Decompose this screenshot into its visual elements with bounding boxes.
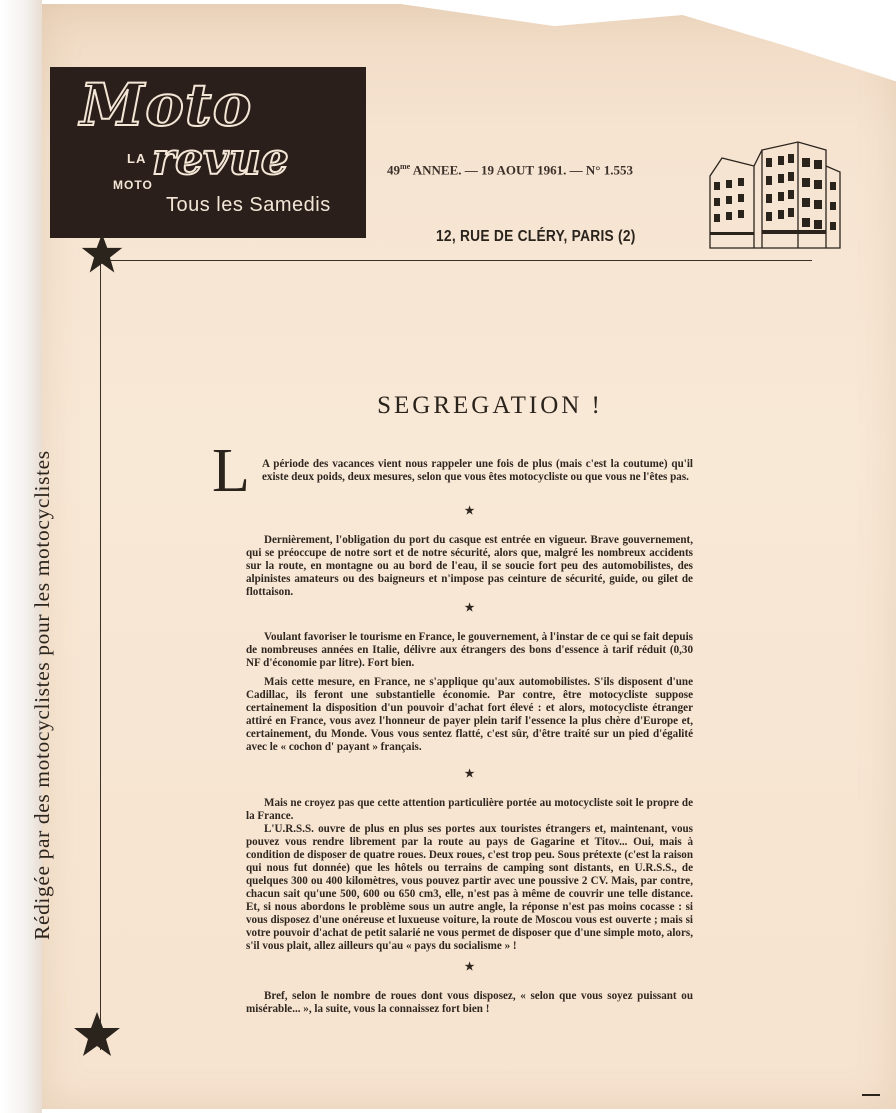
issue-number-suffix: me [400, 162, 411, 171]
spacer [246, 523, 693, 534]
issue-date-line: ANNEE. — 19 AOUT 1961. — N° 1.553 [410, 162, 633, 178]
star-icon [72, 1010, 122, 1060]
building-illustration [702, 136, 842, 254]
star-separator: ★ [464, 961, 475, 973]
article-title: SEGREGATION ! [377, 392, 603, 419]
page-edge-mark [862, 1094, 880, 1096]
issue-number: 49 [387, 162, 400, 178]
star-separator: ★ [464, 768, 475, 780]
star-separator: ★ [464, 602, 475, 614]
logo-moto-small: MOTO [113, 178, 153, 192]
spacer [246, 786, 693, 797]
header-rule [100, 260, 812, 261]
logo-revue: revue [152, 134, 289, 185]
margin-rule [100, 260, 101, 1050]
masthead-tagline: Tous les Samedis [166, 194, 331, 216]
dropcap-block [212, 437, 250, 505]
paragraph: Mais ne croyez pas que cette attention particulière portée au motocycliste soit le propre de la France. [246, 797, 693, 822]
logo-moto: Moto [80, 71, 253, 139]
paragraph: Mais cette mesure, en France, ne s'applique qu'aux automobilistes. S'ils disposent d'une Cadillac, ils feront une substantielle économie. Par contre, être motocycliste suppose certainement la disposition d'un pouvoir d'achat fort élevé : et alors, motocycliste étranger attiré en France, vous avez l'honneur de payer plein tarif l'essence la plus chère d'Europe et, certainement, du Monde. Vous vous sentez flatté, c'est sûr, d'être traité sur un pied d'égalité avec le « cochon d' payant » français. [246, 676, 693, 753]
star-separator: ★ [464, 505, 475, 517]
paragraph: Voulant favoriser le tourisme en France, le gouvernement, à l'instar de ce qui se fait depuis de nombreuses années en Italie, délivre aux étrangers des bons d'essence à tarif réduit (0,30 NF d'économie par litre). Fort bien. [246, 631, 693, 669]
spacer [246, 979, 693, 990]
article-body [246, 502, 693, 1016]
publisher-address: 12, RUE DE CLÉRY, PARIS (2) [436, 228, 636, 245]
article-lead: A période des vacances vient nous rappeler une fois de plus (mais c'est la coutume) qu'il existe deux poids, deux mesures, selon que vous êtes motocycliste ou que vous ne l'êtes pas. [262, 458, 693, 483]
paragraph: Dernièrement, l'obligation du port du casque est entrée en vigueur. Brave gouvernement, qui se préoccupe de notre sort et de notre sécurité, alors que, malgré les nombreux accidents sur la route, en montagne ou au bord de l'eau, il se soucie fort peu des automobilistes, des alpinistes amateurs ou des baigneurs et n'impose pas ceinture de sécurité, guide, ou gilet de flottaison. [246, 534, 693, 598]
paragraph: Bref, selon le nombre de roues dont vous disposez, « selon que vous soyez puissant ou misérable... », la suite, vous la connaissez fort bien ! [246, 990, 693, 1015]
spacer [246, 754, 693, 765]
side-tagline: Rédigée par des motocyclistes pour les motocyclistes [30, 450, 54, 940]
paragraph: L'U.R.S.S. ouvre de plus en plus ses portes aux touristes étrangers et, maintenant, vous pouvez vous rendre librement par la route au pays de Gagarine et Titov... Oui, mais à condition de disposer de quatre roues. Deux roues, c'est trop peu. Sous prétexte (c'est la raison qui nous fut donnée) que les hôtels ou terrains de camping sont distants, en U.R.S.S., de quelques 300 ou 400 kilomètres, vous pouvez partir avec une poussive 2 CV. Mais, par contre, chacun sait qu'une 500, 600 ou 650 cm3, elle, n'est pas à même de couvrir une telle distance. Et, si nous abordons le problème sous un autre angle, la réponse n'est pas moins cocasse : si vous disposez d'une onéreuse et luxueuse voiture, la route de Moscou vous est ouverte ; mais si votre pouvoir d'achat de petit salarié ne vous permet de disposer que d'une simple moto, alors, s'il vous plait, allez ailleurs qu'au « pays du socialisme » ! [246, 823, 693, 952]
spacer [246, 620, 693, 631]
logo-la: LA [127, 151, 147, 166]
issue-info [387, 162, 633, 178]
dropcap-letter: L [212, 437, 250, 505]
star-icon [80, 232, 124, 276]
